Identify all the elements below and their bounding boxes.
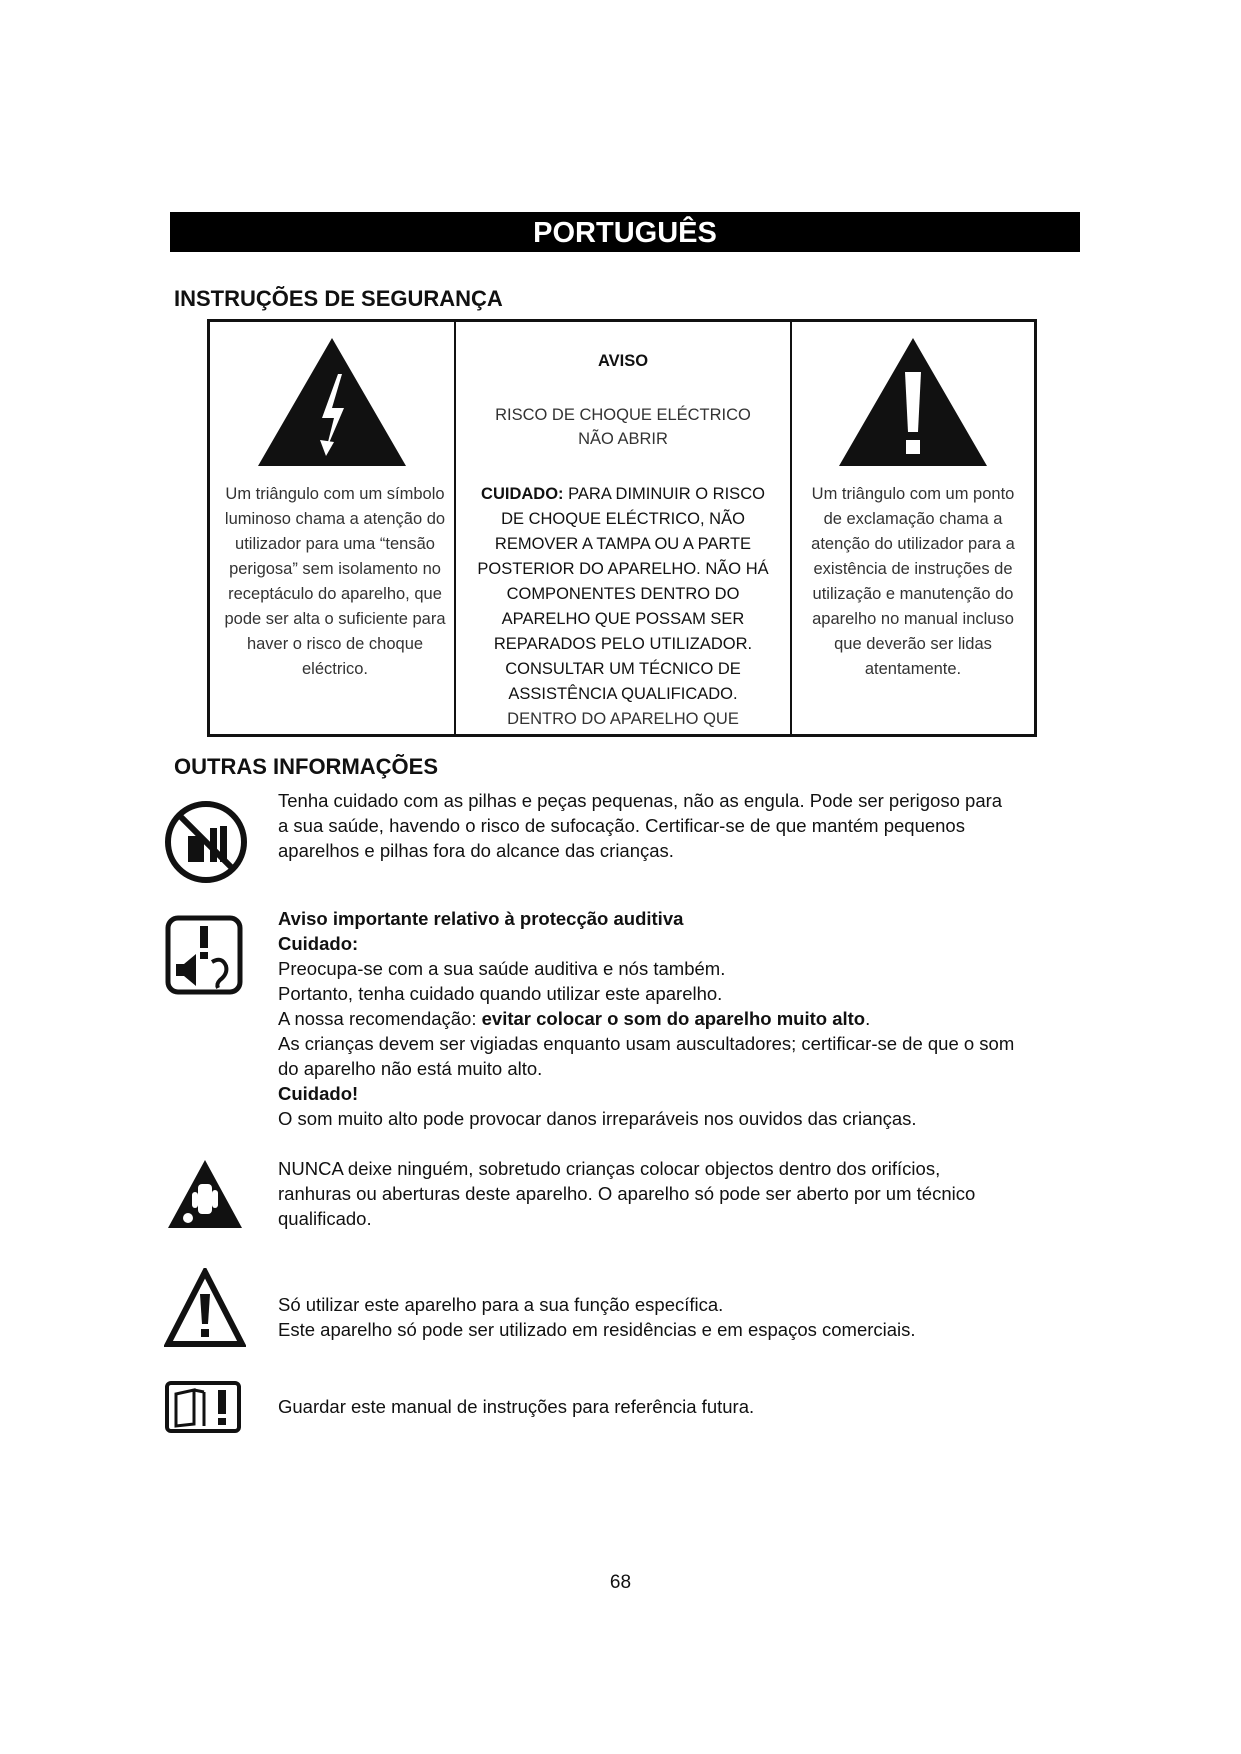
caution-line: CONSULTAR UM TÉCNICO DE <box>505 660 741 678</box>
manual-note <box>278 1394 1078 1419</box>
exclamation-triangle-icon <box>164 1268 246 1348</box>
text-line: existência de instruções de <box>813 560 1013 578</box>
risk-line: NÃO ABRIR <box>578 430 668 448</box>
text-line: de exclamação chama a <box>823 510 1003 528</box>
hearing-warning <box>278 906 1078 1131</box>
recommendation-bold: evitar colocar o som do aparelho muito alto <box>481 1008 866 1029</box>
warning-label: AVISO <box>597 352 649 370</box>
safety-symbols-table <box>207 319 1037 737</box>
objects-warning <box>278 1156 1078 1231</box>
caution-label: Cuidado: <box>278 933 359 954</box>
lightning-column <box>210 322 456 734</box>
no-swallow-icon <box>164 800 248 884</box>
caution-line: ASSISTÊNCIA QUALIFICADO. <box>508 685 738 703</box>
text-line: haver o risco de choque <box>246 635 424 653</box>
caution-first-line: PARA DIMINUIR O RISCO <box>568 485 765 503</box>
text-line: As crianças devem ser vigiadas enquanto usam auscultadores; certificar-se de que o som <box>278 1033 1015 1054</box>
caution-line: DENTRO DO APARELHO QUE <box>507 710 739 728</box>
exclamation-warning-icon <box>833 332 993 472</box>
caution-line: REMOVER A TAMPA OU A PARTE <box>494 535 752 553</box>
hearing-warning-icon <box>164 914 244 996</box>
text-line: receptáculo do aparelho, que <box>228 585 442 603</box>
hearing-title: Aviso importante relativo à protecção auditiva <box>278 908 684 929</box>
risk-line: RISCO DE CHOQUE ELÉCTRICO <box>495 406 751 424</box>
text-line: eléctrico. <box>301 660 369 678</box>
usage-warning <box>278 1292 1078 1342</box>
caution-label: CUIDADO: <box>481 485 564 503</box>
text-line: Só utilizar este aparelho para a sua função específica. <box>278 1294 724 1315</box>
text-line: aparelhos e pilhas fora do alcance das crianças. <box>278 840 674 861</box>
text-line: Portanto, tenha cuidado quando utilizar este aparelho. <box>278 983 723 1004</box>
text-line: Um triângulo com um símbolo <box>225 485 445 503</box>
caution-line: COMPONENTES DENTRO DO <box>506 585 740 603</box>
text-line: Preocupa-se com a sua saúde auditiva e nós também. <box>278 958 726 979</box>
text-line: utilizador para uma “tensão <box>235 535 435 553</box>
text-line: ranhuras ou aberturas deste aparelho. O aparelho só pode ser aberto por um técnico <box>278 1183 976 1204</box>
text-line: qualificado. <box>278 1208 372 1229</box>
lightning-warning-icon <box>252 332 412 472</box>
safety-heading: INSTRUÇÕES DE SEGURANÇA <box>174 286 503 311</box>
text-line: NUNCA deixe ninguém, sobretudo crianças colocar objectos dentro dos orifícios, <box>278 1158 941 1179</box>
text-line: aparelho no manual incluso <box>812 610 1014 628</box>
recommendation-prefix: A nossa recomendação: <box>278 1008 477 1029</box>
text-line: atenção do utilizador para a <box>811 535 1015 553</box>
caution-line: POSTERIOR DO APARELHO. NÃO HÁ <box>477 560 769 578</box>
caution-line: DE CHOQUE ELÉCTRICO, NÃO <box>501 510 745 528</box>
manual-icon <box>164 1380 242 1434</box>
text-line: perigosa” sem isolamento no <box>229 560 441 578</box>
caution-line: APARELHO QUE POSSAM SER <box>501 610 745 628</box>
text-line: utilização e manutenção do <box>812 585 1014 603</box>
page-number: 68 <box>609 1572 632 1593</box>
text-line: Tenha cuidado com as pilhas e peças pequenas, não as engula. Pode ser perigoso para <box>278 790 1003 811</box>
text-line: Um triângulo com um ponto <box>811 485 1015 503</box>
other-info-heading: OUTRAS INFORMAÇÕES <box>174 754 438 779</box>
text-line: Este aparelho só pode ser utilizado em residências e em espaços comerciais. <box>278 1319 916 1340</box>
text-line: Guardar este manual de instruções para referência futura. <box>278 1396 755 1417</box>
exclamation-column <box>792 322 1034 734</box>
caution-line: REPARADOS PELO UTILIZADOR. <box>493 635 753 653</box>
caution-label: Cuidado! <box>278 1083 359 1104</box>
language-banner: PORTUGUÊS <box>170 212 1080 252</box>
text-line: luminoso chama a atenção do <box>224 510 446 528</box>
text-line: do aparelho não está muito alto. <box>278 1058 543 1079</box>
text-line: a sua saúde, havendo o risco de sufocação. Certificar-se de que mantém pequenos <box>278 815 965 836</box>
recommendation-suffix: . <box>865 1008 871 1029</box>
no-objects-warning-icon <box>164 1156 246 1232</box>
warning-column <box>456 322 792 734</box>
text-line: atentamente. <box>864 660 962 678</box>
text-line: que deverão ser lidas <box>834 635 992 653</box>
text-line: pode ser alta o suficiente para <box>224 610 446 628</box>
text-line: O som muito alto pode provocar danos irreparáveis nos ouvidos das crianças. <box>278 1108 917 1129</box>
batteries-warning <box>278 788 1078 863</box>
